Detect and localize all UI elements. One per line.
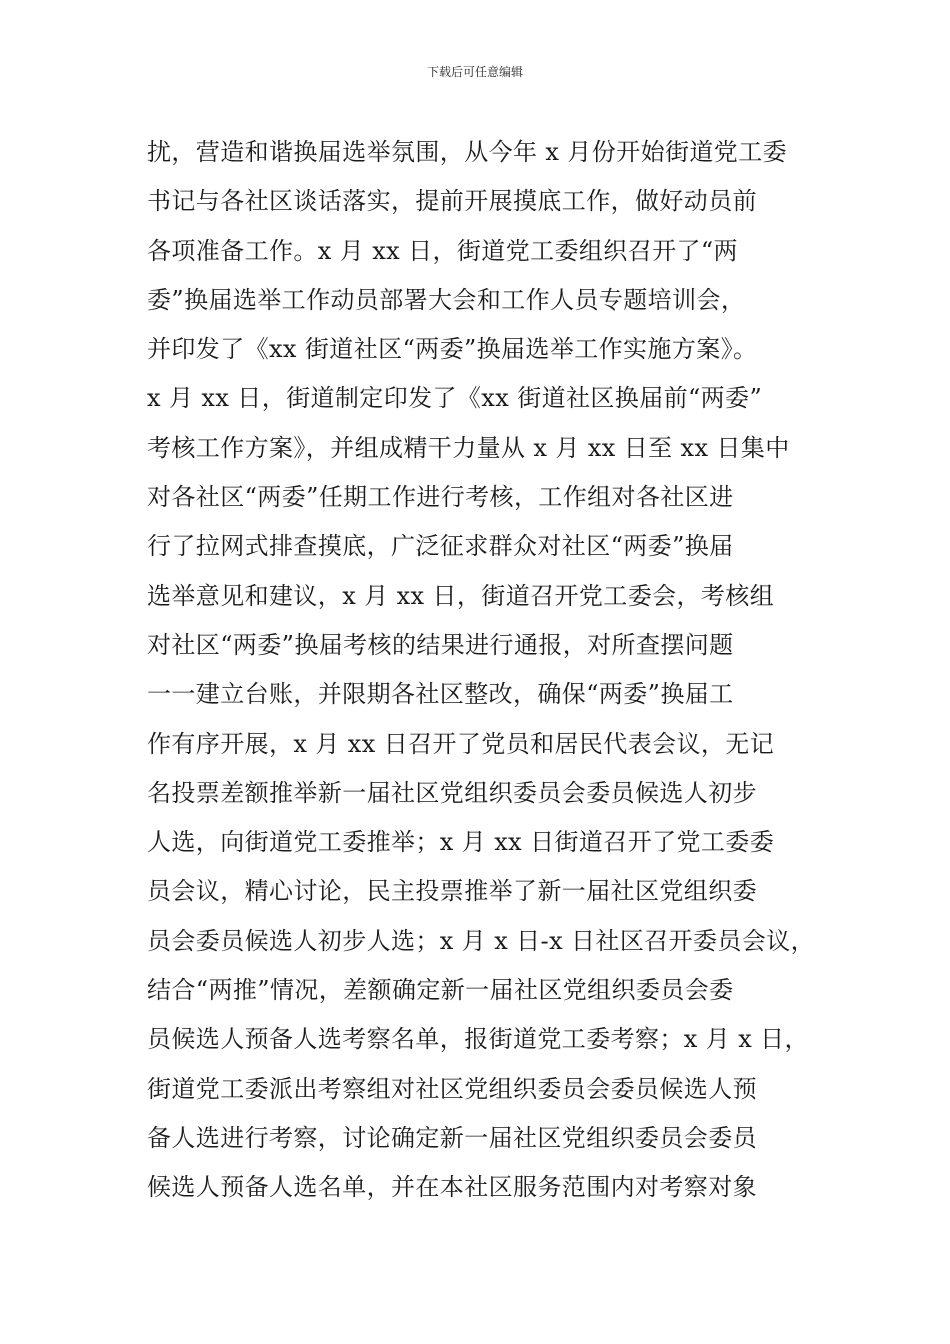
text-line: x 月 xx 日，街道制定印发了《xx 街道社区换届前“两委” bbox=[147, 384, 763, 413]
text-line: 员会议，精心讨论，民主投票推举了新一届社区党组织委 bbox=[147, 877, 757, 906]
text-line: 员候选人预备人选考察名单，报街道党工委考察；x 月 x 日， bbox=[147, 1025, 809, 1054]
text-line: 一一建立台账，并限期各社区整改，确保“两委”换届工 bbox=[147, 680, 734, 709]
text-line: 对各社区“两委”任期工作进行考核，工作组对各社区进 bbox=[147, 483, 734, 512]
text-line: 委”换届选举工作动员部署大会和工作人员专题培训会， bbox=[147, 285, 746, 314]
text-line: 并印发了《xx 街道社区“两委”换届选举工作实施方案》。 bbox=[147, 335, 758, 364]
body-paragraph bbox=[147, 128, 817, 1213]
text-line: 结合“两推”情况，差额确定新一届社区党组织委员会委 bbox=[147, 976, 734, 1005]
page-header: 下载后可任意编辑 bbox=[426, 65, 523, 79]
text-line: 各项准备工作。x 月 xx 日，街道党工委组织召开了“两 bbox=[147, 236, 738, 265]
text-line: 对社区“两委”换届考核的结果进行通报，对所查摆问题 bbox=[147, 630, 734, 659]
text-line: 扰，营造和谐换届选举氛围，从今年 x 月份开始街道党工委 bbox=[147, 138, 787, 166]
text-line: 行了拉网式排查摸底，广泛征求群众对社区“两委”换届 bbox=[147, 532, 734, 561]
text-line: 作有序开展，x 月 xx 日召开了党员和居民代表会议，无记 bbox=[147, 729, 775, 758]
text-line: 人选，向街道党工委推举；x 月 xx 日街道召开了党工委委 bbox=[147, 828, 775, 857]
text-line: 选举意见和建议，x 月 xx 日，街道召开党工委会，考核组 bbox=[147, 581, 775, 610]
text-line: 书记与各社区谈话落实，提前开展摸底工作，做好动员前 bbox=[147, 187, 757, 216]
text-line: 候选人预备人选名单，并在本社区服务范围内对考察对象 bbox=[147, 1173, 757, 1202]
text-line: 备人选进行考察，讨论确定新一届社区党组织委员会委员 bbox=[147, 1123, 757, 1152]
text-line: 考核工作方案》，并组成精干力量从 x 月 xx 日至 xx 日集中 bbox=[147, 433, 790, 462]
text-line: 名投票差额推举新一届社区党组织委员会委员候选人初步 bbox=[147, 778, 757, 807]
text-line: 员会委员候选人初步人选；x 月 x 日-x 日社区召开委员会议， bbox=[147, 926, 816, 955]
text-line: 街道党工委派出考察组对社区党组织委员会委员候选人预 bbox=[147, 1074, 757, 1103]
